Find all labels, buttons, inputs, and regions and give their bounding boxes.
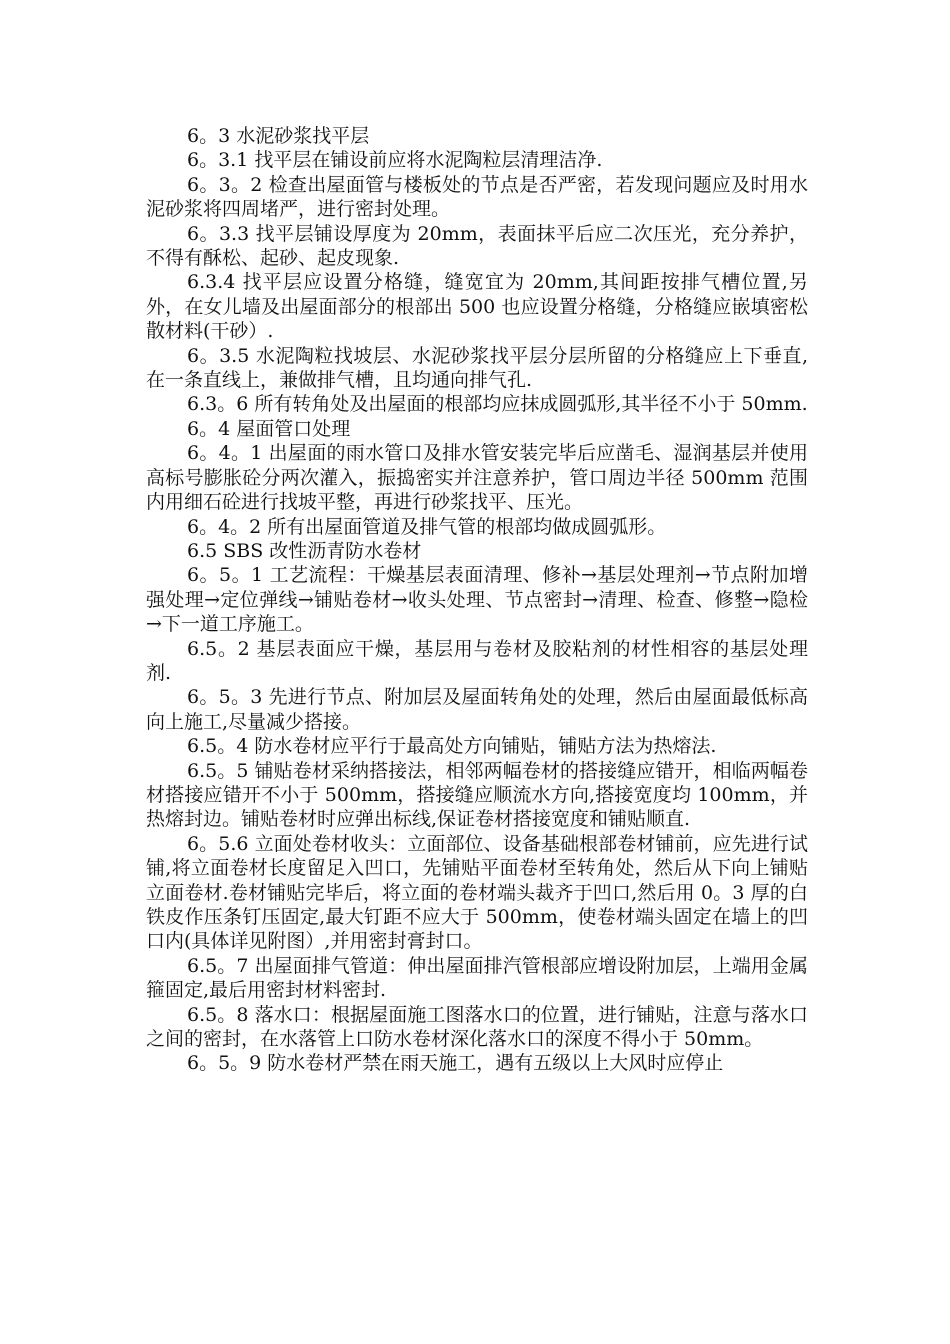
paragraph-6-3-6: 6.3。6 所有转角处及出屋面的根部均应抹成圆弧形,其半径不小于 50mm. xyxy=(187,393,808,416)
paragraph-6-5-2: 6.5。2 基层表面应干燥，基层用与卷材及胶粘剂的材性相容的基层处理剂. xyxy=(146,637,808,684)
paragraph-6-3-3: 6。3.3 找平层铺设厚度为 20mm，表面抹平后应二次压光，充分养护，不得有酥松、起砂、起皮现象. xyxy=(146,222,808,270)
heading-6-5: 6.5 SBS 改性沥青防水卷材 xyxy=(187,539,422,562)
paragraph-6-5-7: 6.5。7 出屋面排气管道：伸出屋面排汽管根部应增设附加层，上端用金属箍固定,最后用密封材料密封. xyxy=(146,954,808,1002)
heading-6-4: 6。4 屋面管口处理 xyxy=(187,417,351,440)
paragraph-6-3-1: 6。3.1 找平层在铺设前应将水泥陶粒层清理洁净. xyxy=(187,149,603,172)
paragraph-6-5-8: 6.5。8 落水口：根据屋面施工图落水口的位置，进行铺贴，注意与落水口之间的密封，在水落管上口防水卷材深化落水口的深度不得小于 50mm。 xyxy=(146,1003,808,1051)
heading-6-3: 6。3 水泥砂浆找平层 xyxy=(187,125,370,147)
document-page xyxy=(146,124,808,1076)
paragraph-6-5-4: 6.5。4 防水卷材应平行于最高处方向铺贴，铺贴方法为热熔法. xyxy=(187,735,717,758)
paragraph-6-4-2: 6。4。2 所有出屋面管道及排气管的根部均做成圆弧形。 xyxy=(187,515,667,538)
paragraph-6-3-4: 6.3.4 找平层应设置分格缝，缝宽宜为 20mm,其间距按排气槽位置,另外，在女儿墙及出屋面部分的根部出 500 也应设置分格缝，分格缝应嵌填密松散材料(干砂）. xyxy=(146,271,808,343)
paragraph-6-3-2: 6。3。2 检查出屋面管与楼板处的节点是否严密，若发现问题应及时用水泥砂浆将四周堵严，进行密封处理。 xyxy=(146,173,808,221)
paragraph-6-5-1: 6。5。1 工艺流程：干燥基层表面清理、修补→基层处理剂→节点附加增强处理→定位弹线→铺贴卷材→收头处理、节点密封→清理、检查、修整→隐检→下一道工序施工。 xyxy=(146,564,808,636)
paragraph-6-5-6: 6。5.6 立面处卷材收头：立面部位、设备基础根部卷材铺前，应先进行试铺,将立面卷材长度留足入凹口，先铺贴平面卷材至转角处，然后从下向上铺贴立面卷材.卷材铺贴完毕后，将立面的卷材端头裁齐于凹口,然后用 0。3 厚的白铁皮作压条钉压固定,最大钉距不应大于 500mm，使卷材端头固定在墙上的凹口内(具体详见附图）,并用密封膏封口。 xyxy=(146,832,808,953)
paragraph-6-5-3: 6。5。3 先进行节点、附加层及屋面转角处的处理，然后由屋面最低标高向上施工,尽量减少搭接。 xyxy=(146,686,808,733)
paragraph-6-5-5: 6.5。5 铺贴卷材采纳搭接法，相邻两幅卷材的搭接缝应错开，相临两幅卷材搭接应错开不小于 500mm，搭接缝应顺流水方向,搭接宽度均 100mm，并热熔封边。铺贴卷材时应弹出标线,保证卷材搭接宽度和铺贴顺直. xyxy=(146,759,808,831)
paragraph-6-3-5: 6。3.5 水泥陶粒找坡层、水泥砂浆找平层分层所留的分格缝应上下垂直,在一条直线上，兼做排气槽，且均通向排气孔. xyxy=(146,344,808,392)
paragraph-6-4-1: 6。4。1 出屋面的雨水管口及排水管安装完毕后应凿毛、湿润基层并使用高标号膨胀砼分两次灌入，振捣密实并注意养护，管口周边半径 500mm 范围内用细石砼进行找坡平整，再进行砂浆找平、压光。 xyxy=(146,442,808,514)
paragraph-6-5-9: 6。5。9 防水卷材严禁在雨天施工，遇有五级以上大风时应停止 xyxy=(187,1052,724,1075)
